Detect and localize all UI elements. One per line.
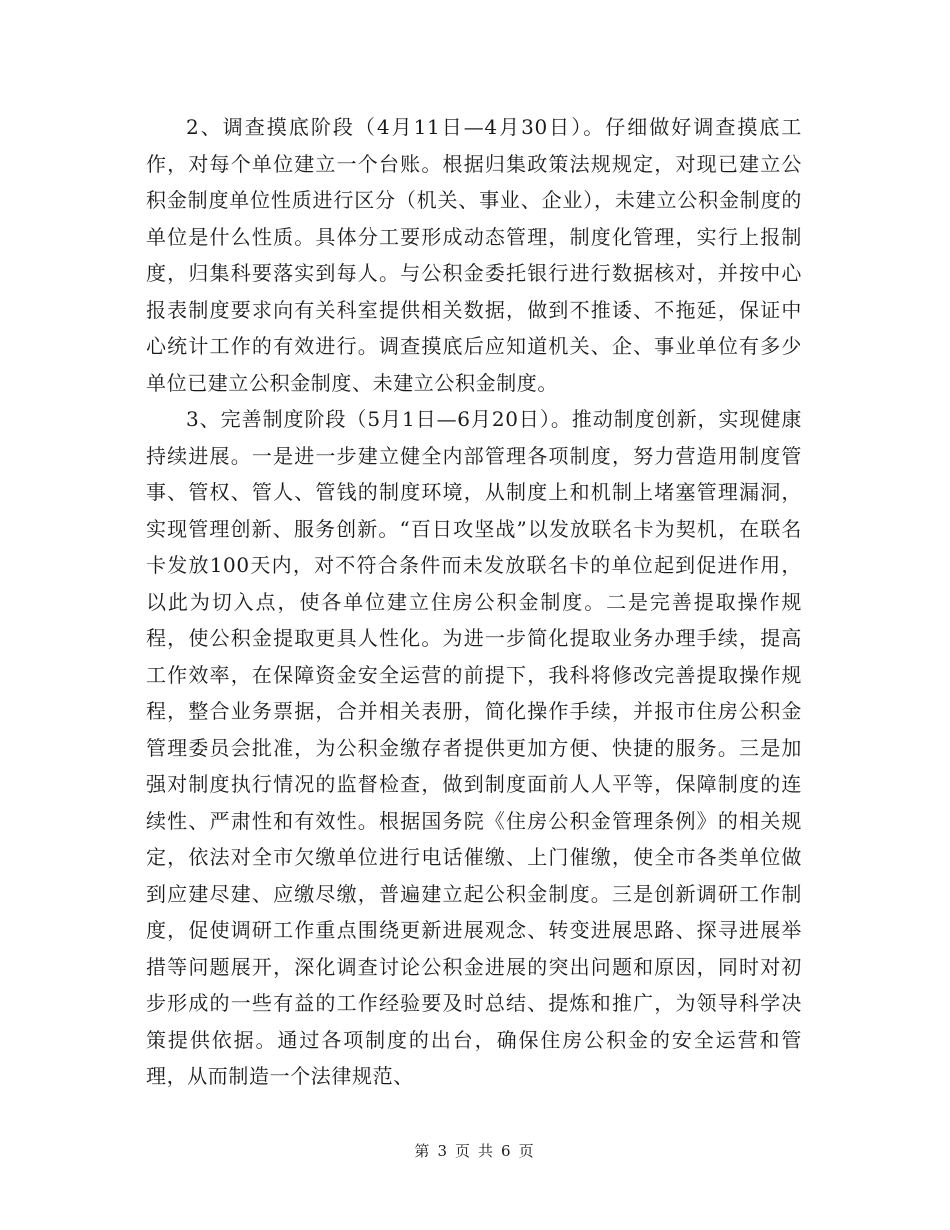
paragraph-survey-stage: 2、调查摸底阶段（4月11日—4月30日）。仔细做好调查摸底工作，对每个单位建立一个台账。根据归集政策法规规定，对现已建立公积金制度单位性质进行区分（机关、事业、企业），未建立公积金制度的单位是什么性质。具体分工要形成动态管理，制度化管理，实行上报制度，归集科要落实到每人。与公积金委托银行进行数据核对，并按中心报表制度要求向有关科室提供相关数据，做到不推诿、不拖延，保证中心统计工作的有效进行。调查摸底后应知道机关、企、事业单位有多少单位已建立公积金制度、未建立公积金制度。	[146, 115, 802, 395]
footer-page-word: 页	[454, 1142, 472, 1160]
footer-prefix: 第	[414, 1142, 432, 1160]
footer-suffix: 页	[518, 1142, 536, 1160]
footer-current-page: 3	[437, 1142, 449, 1160]
page-footer	[0, 1140, 950, 1161]
document-body	[146, 109, 802, 1095]
paragraph-improve-system-stage: 3、完善制度阶段（5月1日—6月20日）。推动制度创新，实现健康持续进展。一是进一步建立健全内部管理各项制度，努力营造用制度管事、管权、管人、管钱的制度环境，从制度上和机制上堵塞管理漏洞，实现管理创新、服务创新。“百日攻坚战”以发放联名卡为契机，在联名卡发放100天内，对不符合条件而未发放联名卡的单位起到促进作用，以此为切入点，使各单位建立住房公积金制度。二是完善提取操作规程，使公积金提取更具人性化。为进一步简化提取业务办理手续，提高工作效率，在保障资金安全运营的前提下，我科将修改完善提取操作规程，整合业务票据，合并相关表册，简化操作手续，并报市住房公积金管理委员会批准，为公积金缴存者提供更加方便、快捷的服务。三是加强对制度执行情况的监督检查，做到制度面前人人平等，保障制度的连续性、严肃性和有效性。根据国务院《住房公积金管理条例》的相关规定，依法对全市欠缴单位进行电话催缴、上门催缴，使全市各类单位做到应建尽建、应缴尽缴，普遍建立起公积金制度。三是创新调研工作制度，促使调研工作重点围绕更新进展观念、转变进展思路、探寻进展举措等问题展开，深化调查讨论公积金进展的突出问题和原因，同时对初步形成的一些有益的工作经验要及时总结、提炼和推广，为领导科学决策提供依据。通过各项制度的出台，确保住房公积金的安全运营和管理，从而制造一个法律规范、	[146, 407, 802, 1088]
footer-total-pages: 6	[501, 1142, 513, 1160]
footer-total-word: 共	[478, 1142, 496, 1160]
